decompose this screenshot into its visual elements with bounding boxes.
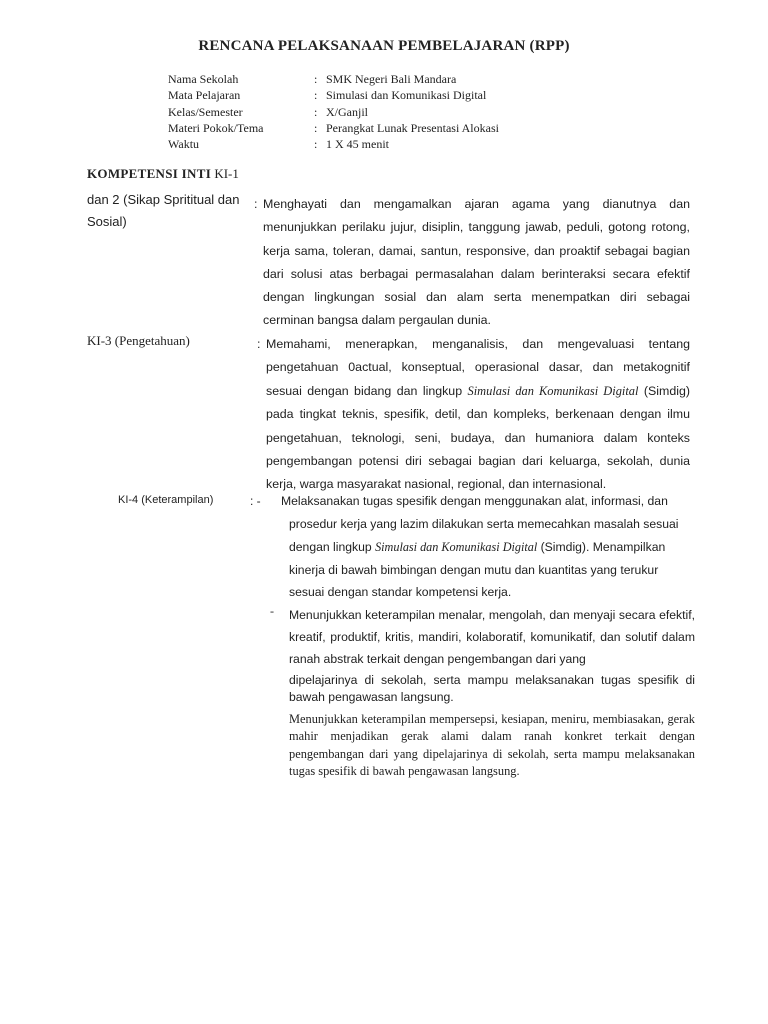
kompetensi-heading xyxy=(87,166,239,182)
ki4-b1-text-before: prosedur kerja yang lazim dilakukan serta memecahkan masalah sesuai dengan lingkup xyxy=(289,517,679,554)
info-colon: : xyxy=(314,120,318,135)
kompetensi-heading-rest: KI-1 xyxy=(211,166,239,181)
info-label: Kelas/Semester xyxy=(168,104,243,119)
info-label: Mata Pelajaran xyxy=(168,88,241,103)
ki3-text-before: Memahami, menerapkan, menganalisis, dan mengevaluasi tentang pengetahuan 0actual, konseptual, operasional dasar, dan metakognitif sesuai dengan bidang dan lingkup xyxy=(266,337,690,398)
info-value: Simulasi dan Komunikasi Digital xyxy=(326,88,487,103)
document-title: RENCANA PELAKSANAAN PEMBELAJARAN (RPP) xyxy=(198,38,570,54)
ki12-paragraph xyxy=(254,193,690,333)
ki4-bullet3: Menunjukkan keterampilan mempersepsi, kesiapan, meniru, membiasakan, gerak mahir menjadikan gerak alami dalam ranah konkret terkait dengan pengembangan dari yang dipelajarinya di sekolah, serta mampu melaksanakan tugas spesifik di bawah pengawasan langsung. xyxy=(289,712,695,779)
ki4-b2-main: Menunjukkan keterampilan menalar, mengolah, dan menyaji secara efektif, kreatif, produktif, kritis, mandiri, kolaboratif, komunikatif, dan solutif dalam ranah abstrak terkait dengan pengembangan dari yang xyxy=(289,608,695,666)
info-value: SMK Negeri Bali Mandara xyxy=(326,72,457,86)
info-value: 1 X 45 menit xyxy=(326,137,389,152)
ki12-colon: : xyxy=(254,197,258,211)
ki4-label: KI-4 (Keterampilan) xyxy=(118,494,214,506)
ki3-text-italic: Simulasi dan Komunikasi Digital xyxy=(467,383,639,398)
ki4-bullet2-dash: - xyxy=(270,604,274,618)
info-colon: : xyxy=(314,72,318,86)
ki12-text: Menghayati dan mengamalkan ajaran agama yang dianutnya dan menunjukkan perilaku jujur, disiplin, tanggung jawab, peduli, gotong rotong, kerja sama, toleran, damai, santun, responsive, dan proaktif sebagai bagian dari solusi atas berbagai permasalahan dalam berinteraksi secara efektif dengan lingkungan sosial dan alam serta menempatkan diri sebagai cerminan bangsa dalam pergaulan dunia. xyxy=(263,197,690,328)
ki4-colon-dash: : - xyxy=(250,494,261,508)
ki4-b1-text-after: (Simdig). Menampilkan kinerja di bawah bimbingan dengan mutu dan kuantitas yang terukur sesuai dengan standar kompetensi kerja. xyxy=(289,539,666,600)
kompetensi-heading-bold: KOMPETENSI INTI xyxy=(87,166,212,181)
ki4-bullet1-rest xyxy=(289,513,693,604)
info-colon: : xyxy=(314,88,318,103)
info-label: Nama Sekolah xyxy=(168,72,239,86)
info-value: Perangkat Lunak Presentasi Alokasi xyxy=(326,120,499,135)
ki4-bullet1-first-line: Melaksanakan tugas spesifik dengan menggunakan alat, informasi, dan xyxy=(281,494,668,508)
ki4-b2-tail: dipelajarinya di sekolah, serta mampu melaksanakan tugas spesifik di bawah pengawasan langsung. xyxy=(289,673,695,704)
ki4-b1-text-italic: Simulasi dan Komunikasi Digital xyxy=(375,539,538,554)
info-colon: : xyxy=(314,137,318,152)
ki3-label: KI-3 (Pengetahuan) xyxy=(87,333,190,348)
info-label: Waktu xyxy=(168,137,200,152)
ki3-colon: : xyxy=(257,337,261,351)
ki3-paragraph xyxy=(257,333,690,497)
info-value: X/Ganjil xyxy=(326,104,368,119)
ki12-label: dan 2 (Sikap Sprititual dan Sosial) xyxy=(87,192,240,229)
info-colon: : xyxy=(314,104,318,119)
info-label: Materi Pokok/Tema xyxy=(168,120,264,135)
ki4-bullet2 xyxy=(289,604,695,706)
ki3-text-after: (Simdig) pada tingkat teknis, spesifik, detil, dan kompleks, berkenaan dengan ilmu pengetahuan, teknologi, seni, budaya, dan humaniora dalam konteks pengembangan potensi diri sebagai bagian dari keluarga, sekolah, dunia kerja, warga masyarakat nasional, regional, dan internasional. xyxy=(266,383,690,492)
